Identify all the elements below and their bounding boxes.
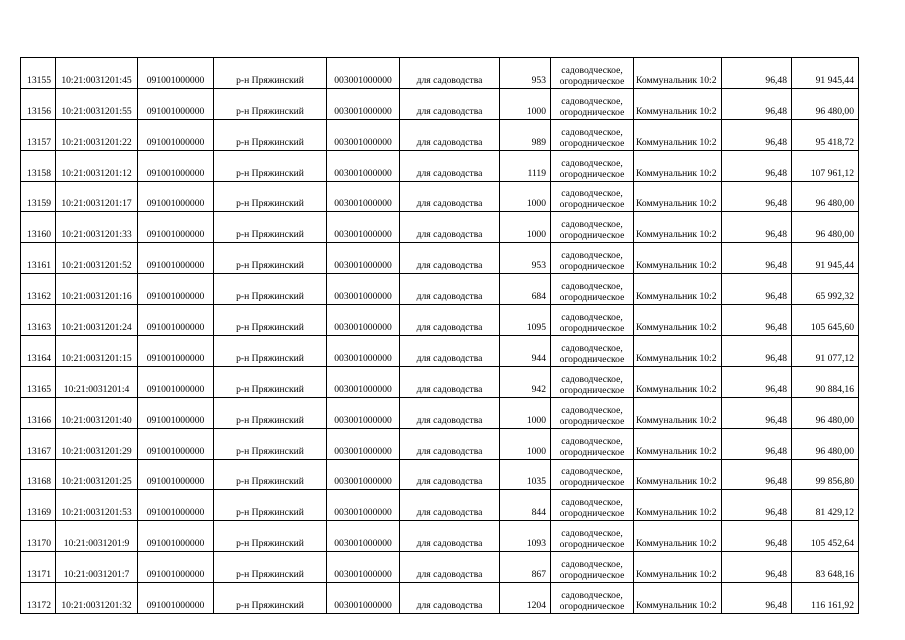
land-purpose-line-2: огородническое (559, 199, 625, 211)
cadastral-number: 10:21:0031201:17 (56, 181, 138, 212)
oktmo-code: 003001000000 (327, 181, 400, 212)
district-name: р-н Пряжинский (214, 336, 327, 367)
specific-value: 96,48 (722, 150, 792, 181)
district-name: р-н Пряжинский (214, 119, 327, 150)
cadastral-number: 10:21:0031201:45 (56, 58, 138, 89)
land-purpose-line-2: огородническое (559, 508, 625, 520)
land-area: 989 (500, 119, 551, 150)
specific-value: 96,48 (722, 274, 792, 305)
oktmo-code: 003001000000 (327, 88, 400, 119)
table-row (21, 305, 859, 336)
row-number: 13163 (21, 305, 56, 336)
cadastral-number: 10:21:0031201:52 (56, 243, 138, 274)
land-purpose-line-2: огородническое (559, 570, 625, 582)
specific-value: 96,48 (722, 181, 792, 212)
table-row (21, 212, 859, 243)
cadastral-value: 96 480,00 (792, 428, 859, 459)
oktmo-code: 003001000000 (327, 243, 400, 274)
specific-value: 96,48 (722, 428, 792, 459)
district-name: р-н Пряжинский (214, 552, 327, 583)
table-row (21, 88, 859, 119)
land-use: для садоводства (400, 336, 500, 367)
land-area: 1000 (500, 212, 551, 243)
land-purpose (551, 150, 634, 181)
table-row (21, 366, 859, 397)
table-row (21, 150, 859, 181)
land-purpose (551, 490, 634, 521)
row-number: 13167 (21, 428, 56, 459)
oktmo-code: 003001000000 (327, 366, 400, 397)
cadastral-value: 96 480,00 (792, 88, 859, 119)
specific-value: 96,48 (722, 521, 792, 552)
location-name: Коммунальник 10:2 (634, 521, 722, 552)
location-name: Коммунальник 10:2 (634, 428, 722, 459)
land-purpose (551, 583, 634, 614)
cadastral-value: 90 884,16 (792, 366, 859, 397)
table-row (21, 490, 859, 521)
okato-code: 091001000000 (138, 336, 214, 367)
land-purpose (551, 397, 634, 428)
land-purpose (551, 274, 634, 305)
table-row (21, 428, 859, 459)
land-purpose-line-2: огородническое (559, 477, 625, 489)
okato-code: 091001000000 (138, 58, 214, 89)
district-name: р-н Пряжинский (214, 274, 327, 305)
cadastral-value: 65 992,32 (792, 274, 859, 305)
okato-code: 091001000000 (138, 521, 214, 552)
cadastral-value: 96 480,00 (792, 397, 859, 428)
location-name: Коммунальник 10:2 (634, 366, 722, 397)
land-purpose-line-2: огородническое (559, 261, 625, 273)
okato-code: 091001000000 (138, 428, 214, 459)
cadastral-number: 10:21:0031201:29 (56, 428, 138, 459)
oktmo-code: 003001000000 (327, 305, 400, 336)
land-purpose-line-1: садоводческое, (561, 250, 623, 262)
location-name: Коммунальник 10:2 (634, 88, 722, 119)
land-purpose (551, 243, 634, 274)
row-number: 13156 (21, 88, 56, 119)
land-purpose-line-1: садоводческое, (561, 219, 623, 231)
okato-code: 091001000000 (138, 583, 214, 614)
land-use: для садоводства (400, 58, 500, 89)
row-number: 13168 (21, 459, 56, 490)
oktmo-code: 003001000000 (327, 119, 400, 150)
okato-code: 091001000000 (138, 397, 214, 428)
land-area: 944 (500, 336, 551, 367)
land-purpose-line-2: огородническое (559, 106, 625, 118)
district-name: р-н Пряжинский (214, 583, 327, 614)
district-name: р-н Пряжинский (214, 150, 327, 181)
row-number: 13165 (21, 366, 56, 397)
row-number: 13170 (21, 521, 56, 552)
district-name: р-н Пряжинский (214, 397, 327, 428)
cadastral-value: 116 161,92 (792, 583, 859, 614)
row-number: 13155 (21, 58, 56, 89)
land-purpose-line-2: огородническое (559, 75, 625, 87)
cadastral-number: 10:21:0031201:25 (56, 459, 138, 490)
land-use: для садоводства (400, 119, 500, 150)
cadastral-number: 10:21:0031201:32 (56, 583, 138, 614)
land-area: 1093 (500, 521, 551, 552)
land-purpose-line-2: огородническое (559, 323, 625, 335)
land-use: для садоводства (400, 212, 500, 243)
location-name: Коммунальник 10:2 (634, 552, 722, 583)
table-row (21, 521, 859, 552)
land-purpose-line-1: садоводческое, (561, 373, 623, 385)
land-purpose-line-2: огородническое (559, 415, 625, 427)
land-valuation-table (20, 57, 859, 614)
table-row (21, 583, 859, 614)
land-purpose (551, 88, 634, 119)
land-purpose-line-1: садоводческое, (561, 342, 623, 354)
district-name: р-н Пряжинский (214, 428, 327, 459)
land-purpose-line-2: огородническое (559, 353, 625, 365)
location-name: Коммунальник 10:2 (634, 274, 722, 305)
cadastral-value: 107 961,12 (792, 150, 859, 181)
land-purpose-line-1: садоводческое, (561, 497, 623, 509)
land-purpose (551, 58, 634, 89)
location-name: Коммунальник 10:2 (634, 305, 722, 336)
row-number: 13171 (21, 552, 56, 583)
row-number: 13157 (21, 119, 56, 150)
row-number: 13172 (21, 583, 56, 614)
cadastral-number: 10:21:0031201:24 (56, 305, 138, 336)
location-name: Коммунальник 10:2 (634, 583, 722, 614)
land-purpose (551, 428, 634, 459)
land-area: 1000 (500, 397, 551, 428)
cadastral-number: 10:21:0031201:40 (56, 397, 138, 428)
land-area: 1204 (500, 583, 551, 614)
oktmo-code: 003001000000 (327, 150, 400, 181)
table-body (21, 58, 859, 614)
land-purpose-line-1: садоводческое, (561, 559, 623, 571)
location-name: Коммунальник 10:2 (634, 459, 722, 490)
land-area: 953 (500, 243, 551, 274)
land-area: 953 (500, 58, 551, 89)
land-use: для садоводства (400, 552, 500, 583)
cadastral-number: 10:21:0031201:4 (56, 366, 138, 397)
specific-value: 96,48 (722, 397, 792, 428)
land-purpose-line-2: огородническое (559, 292, 625, 304)
location-name: Коммунальник 10:2 (634, 119, 722, 150)
land-use: для садоводства (400, 397, 500, 428)
okato-code: 091001000000 (138, 181, 214, 212)
okato-code: 091001000000 (138, 459, 214, 490)
cadastral-value: 91 077,12 (792, 336, 859, 367)
land-use: для садоводства (400, 274, 500, 305)
location-name: Коммунальник 10:2 (634, 336, 722, 367)
specific-value: 96,48 (722, 366, 792, 397)
oktmo-code: 003001000000 (327, 336, 400, 367)
land-purpose (551, 181, 634, 212)
cadastral-number: 10:21:0031201:53 (56, 490, 138, 521)
land-use: для садоводства (400, 459, 500, 490)
land-use: для садоводства (400, 521, 500, 552)
oktmo-code: 003001000000 (327, 397, 400, 428)
okato-code: 091001000000 (138, 119, 214, 150)
land-purpose-line-2: огородническое (559, 446, 625, 458)
district-name: р-н Пряжинский (214, 305, 327, 336)
okato-code: 091001000000 (138, 490, 214, 521)
cadastral-number: 10:21:0031201:15 (56, 336, 138, 367)
oktmo-code: 003001000000 (327, 583, 400, 614)
okato-code: 091001000000 (138, 150, 214, 181)
specific-value: 96,48 (722, 212, 792, 243)
land-purpose-line-1: садоводческое, (561, 157, 623, 169)
oktmo-code: 003001000000 (327, 490, 400, 521)
cadastral-number: 10:21:0031201:9 (56, 521, 138, 552)
table-row (21, 243, 859, 274)
cadastral-value: 105 645,60 (792, 305, 859, 336)
land-purpose (551, 366, 634, 397)
land-use: для садоводства (400, 428, 500, 459)
table-row (21, 336, 859, 367)
land-purpose-line-1: садоводческое, (561, 95, 623, 107)
district-name: р-н Пряжинский (214, 58, 327, 89)
land-purpose-line-1: садоводческое, (561, 435, 623, 447)
land-use: для садоводства (400, 305, 500, 336)
district-name: р-н Пряжинский (214, 212, 327, 243)
land-use: для садоводства (400, 583, 500, 614)
specific-value: 96,48 (722, 583, 792, 614)
district-name: р-н Пряжинский (214, 88, 327, 119)
land-purpose (551, 119, 634, 150)
land-purpose-line-2: огородническое (559, 230, 625, 242)
table-row (21, 552, 859, 583)
land-area: 1000 (500, 428, 551, 459)
oktmo-code: 003001000000 (327, 521, 400, 552)
land-use: для садоводства (400, 243, 500, 274)
specific-value: 96,48 (722, 490, 792, 521)
cadastral-value: 96 480,00 (792, 212, 859, 243)
land-purpose-line-1: садоводческое, (561, 590, 623, 602)
specific-value: 96,48 (722, 119, 792, 150)
land-purpose-line-2: огородническое (559, 137, 625, 149)
land-purpose (551, 305, 634, 336)
location-name: Коммунальник 10:2 (634, 397, 722, 428)
land-area: 1000 (500, 181, 551, 212)
table-row (21, 274, 859, 305)
row-number: 13161 (21, 243, 56, 274)
land-purpose-line-1: садоводческое, (561, 281, 623, 293)
land-purpose-line-1: садоводческое, (561, 404, 623, 416)
land-use: для садоводства (400, 150, 500, 181)
specific-value: 96,48 (722, 459, 792, 490)
specific-value: 96,48 (722, 88, 792, 119)
okato-code: 091001000000 (138, 274, 214, 305)
cadastral-number: 10:21:0031201:16 (56, 274, 138, 305)
specific-value: 96,48 (722, 58, 792, 89)
land-purpose (551, 459, 634, 490)
land-purpose (551, 336, 634, 367)
table-row (21, 119, 859, 150)
land-use: для садоводства (400, 181, 500, 212)
oktmo-code: 003001000000 (327, 428, 400, 459)
specific-value: 96,48 (722, 243, 792, 274)
oktmo-code: 003001000000 (327, 212, 400, 243)
land-purpose-line-1: садоводческое, (561, 528, 623, 540)
table-row (21, 397, 859, 428)
land-purpose (551, 212, 634, 243)
land-area: 1000 (500, 88, 551, 119)
land-purpose-line-1: садоводческое, (561, 466, 623, 478)
cadastral-value: 81 429,12 (792, 490, 859, 521)
row-number: 13164 (21, 336, 56, 367)
cadastral-number: 10:21:0031201:7 (56, 552, 138, 583)
specific-value: 96,48 (722, 336, 792, 367)
land-purpose-line-1: садоводческое, (561, 64, 623, 76)
land-use: для садоводства (400, 490, 500, 521)
land-purpose-line-1: садоводческое, (561, 188, 623, 200)
table-row (21, 459, 859, 490)
okato-code: 091001000000 (138, 366, 214, 397)
land-use: для садоводства (400, 366, 500, 397)
table-row (21, 58, 859, 89)
okato-code: 091001000000 (138, 88, 214, 119)
land-purpose-line-2: огородническое (559, 539, 625, 551)
okato-code: 091001000000 (138, 243, 214, 274)
location-name: Коммунальник 10:2 (634, 181, 722, 212)
land-area: 1119 (500, 150, 551, 181)
cadastral-value: 99 856,80 (792, 459, 859, 490)
cadastral-value: 91 945,44 (792, 243, 859, 274)
district-name: р-н Пряжинский (214, 459, 327, 490)
location-name: Коммунальник 10:2 (634, 243, 722, 274)
land-purpose-line-1: садоводческое, (561, 126, 623, 138)
row-number: 13159 (21, 181, 56, 212)
land-area: 867 (500, 552, 551, 583)
district-name: р-н Пряжинский (214, 243, 327, 274)
cadastral-number: 10:21:0031201:55 (56, 88, 138, 119)
okato-code: 091001000000 (138, 552, 214, 583)
land-area: 844 (500, 490, 551, 521)
district-name: р-н Пряжинский (214, 181, 327, 212)
land-purpose-line-2: огородническое (559, 601, 625, 613)
cadastral-value: 96 480,00 (792, 181, 859, 212)
cadastral-value: 83 648,16 (792, 552, 859, 583)
row-number: 13160 (21, 212, 56, 243)
cadastral-value: 105 452,64 (792, 521, 859, 552)
land-use: для садоводства (400, 88, 500, 119)
district-name: р-н Пряжинский (214, 521, 327, 552)
row-number: 13162 (21, 274, 56, 305)
specific-value: 96,48 (722, 305, 792, 336)
cadastral-number: 10:21:0031201:12 (56, 150, 138, 181)
location-name: Коммунальник 10:2 (634, 150, 722, 181)
oktmo-code: 003001000000 (327, 459, 400, 490)
okato-code: 091001000000 (138, 212, 214, 243)
land-purpose-line-2: огородническое (559, 384, 625, 396)
okato-code: 091001000000 (138, 305, 214, 336)
row-number: 13166 (21, 397, 56, 428)
land-purpose (551, 521, 634, 552)
specific-value: 96,48 (722, 552, 792, 583)
table-row (21, 181, 859, 212)
oktmo-code: 003001000000 (327, 58, 400, 89)
oktmo-code: 003001000000 (327, 552, 400, 583)
cadastral-value: 91 945,44 (792, 58, 859, 89)
land-purpose (551, 552, 634, 583)
row-number: 13169 (21, 490, 56, 521)
location-name: Коммунальник 10:2 (634, 490, 722, 521)
land-purpose-line-2: огородническое (559, 168, 625, 180)
cadastral-value: 95 418,72 (792, 119, 859, 150)
oktmo-code: 003001000000 (327, 274, 400, 305)
land-area: 942 (500, 366, 551, 397)
district-name: р-н Пряжинский (214, 490, 327, 521)
land-area: 1095 (500, 305, 551, 336)
land-purpose-line-1: садоводческое, (561, 312, 623, 324)
row-number: 13158 (21, 150, 56, 181)
location-name: Коммунальник 10:2 (634, 58, 722, 89)
location-name: Коммунальник 10:2 (634, 212, 722, 243)
district-name: р-н Пряжинский (214, 366, 327, 397)
cadastral-number: 10:21:0031201:22 (56, 119, 138, 150)
cadastral-number: 10:21:0031201:33 (56, 212, 138, 243)
land-area: 684 (500, 274, 551, 305)
land-area: 1035 (500, 459, 551, 490)
